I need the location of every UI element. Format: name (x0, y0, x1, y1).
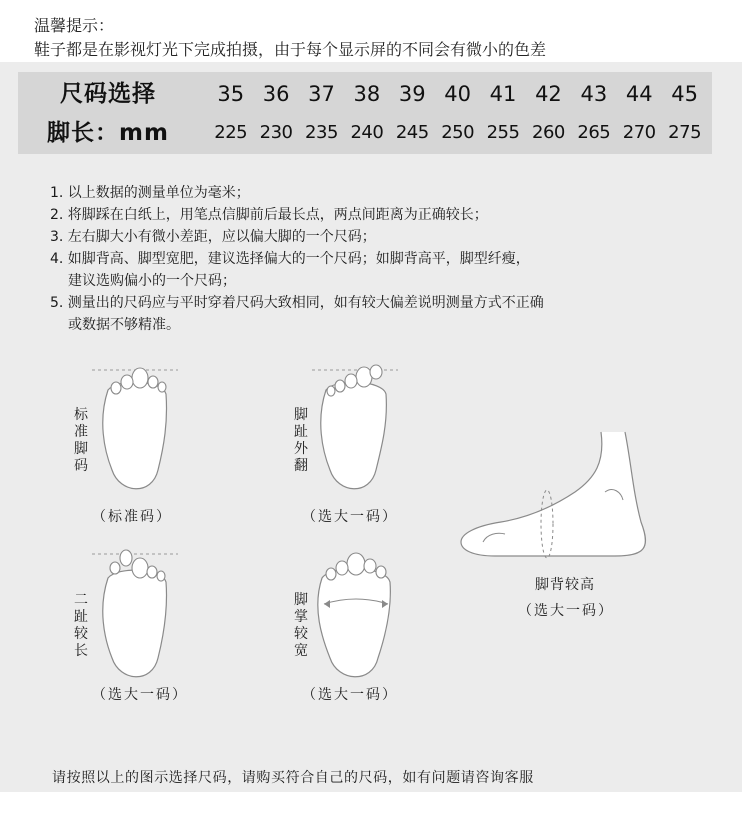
size-values (208, 75, 708, 113)
size-guide-panel (0, 62, 742, 792)
size-table (18, 72, 712, 154)
size-cell: 38 (353, 82, 381, 106)
color-notice (34, 0, 734, 62)
length-row-label: 脚长：mm (47, 120, 169, 146)
size-cell: 43 (580, 82, 608, 106)
notice-text: 鞋子都是在影视灯光下完成拍摄，由于每个显示屏的不同会有微小的色差 (34, 40, 547, 59)
length-cell: 225 (214, 122, 248, 143)
note-4-continued: 建议选购偏小的一个尺码； (68, 273, 236, 289)
size-cell: 40 (444, 82, 472, 106)
note-3: 3. 左右脚大小有微小差距，应以偏大脚的一个尺码； (50, 229, 376, 245)
length-cell: 260 (532, 122, 565, 143)
size-cell: 44 (625, 82, 653, 106)
size-cell: 35 (217, 82, 245, 106)
standard-foot-diagram (90, 360, 180, 500)
standard-foot-label: 标 准 脚 码 (74, 407, 88, 474)
size-cell: 45 (671, 82, 698, 106)
note-1: 1. 以上数据的测量单位为毫米； (50, 185, 250, 201)
size-cell: 37 (308, 82, 335, 106)
high-instep-diagram (455, 422, 675, 562)
high-instep-caption-2: （选大一码） (518, 603, 614, 619)
size-cell: 39 (398, 82, 426, 106)
note-5: 5. 测量出的尺码应与平时穿着尺码大致相同，如有较大偏差说明测量方式不正确 (50, 295, 544, 311)
size-row-label: 尺码选择 (60, 81, 156, 107)
standard-foot-caption: （标准码） (92, 509, 172, 525)
size-cell: 42 (535, 82, 562, 106)
second-toe-diagram (90, 542, 180, 687)
length-values (208, 114, 708, 152)
second-toe-label: 二 趾 较 长 (74, 592, 88, 659)
toes-out-label: 脚 趾 外 翻 (294, 407, 308, 474)
length-cell: 235 (305, 122, 338, 143)
second-toe-caption: （选大一码） (92, 687, 188, 703)
measurement-notes (50, 182, 720, 336)
length-cell: 265 (577, 122, 611, 143)
wide-foot-diagram (310, 542, 400, 687)
size-row (18, 75, 712, 113)
length-cell: 250 (441, 122, 475, 143)
length-row (18, 114, 712, 152)
length-cell: 230 (259, 122, 293, 143)
length-cell: 240 (350, 122, 384, 143)
high-instep-caption-1: 脚背较高 (535, 577, 595, 593)
size-cell: 36 (262, 82, 290, 106)
wide-foot-label: 脚 掌 较 宽 (294, 592, 308, 659)
note-2: 2. 将脚踩在白纸上，用笔点信脚前后最长点，两点间距离为正确较长； (50, 207, 488, 223)
length-cell: 255 (486, 122, 520, 143)
length-cell: 270 (622, 122, 656, 143)
size-cell: 41 (489, 82, 517, 106)
note-4: 4. 如脚背高、脚型宽肥，建议选择偏大的一个尺码；如脚背高平，脚型纤瘦， (50, 251, 530, 267)
toes-out-diagram (310, 360, 400, 500)
wide-foot-caption: （选大一码） (302, 687, 398, 703)
footer-advice: 请按照以上的图示选择尺码，请购买符合自己的尺码，如有问题请咨询客服 (52, 770, 534, 786)
toes-out-caption: （选大一码） (302, 509, 398, 525)
note-5-continued: 或数据不够精准。 (68, 317, 180, 333)
notice-title: 温馨提示： (34, 16, 115, 35)
length-cell: 245 (395, 122, 429, 143)
length-cell: 275 (668, 122, 702, 143)
